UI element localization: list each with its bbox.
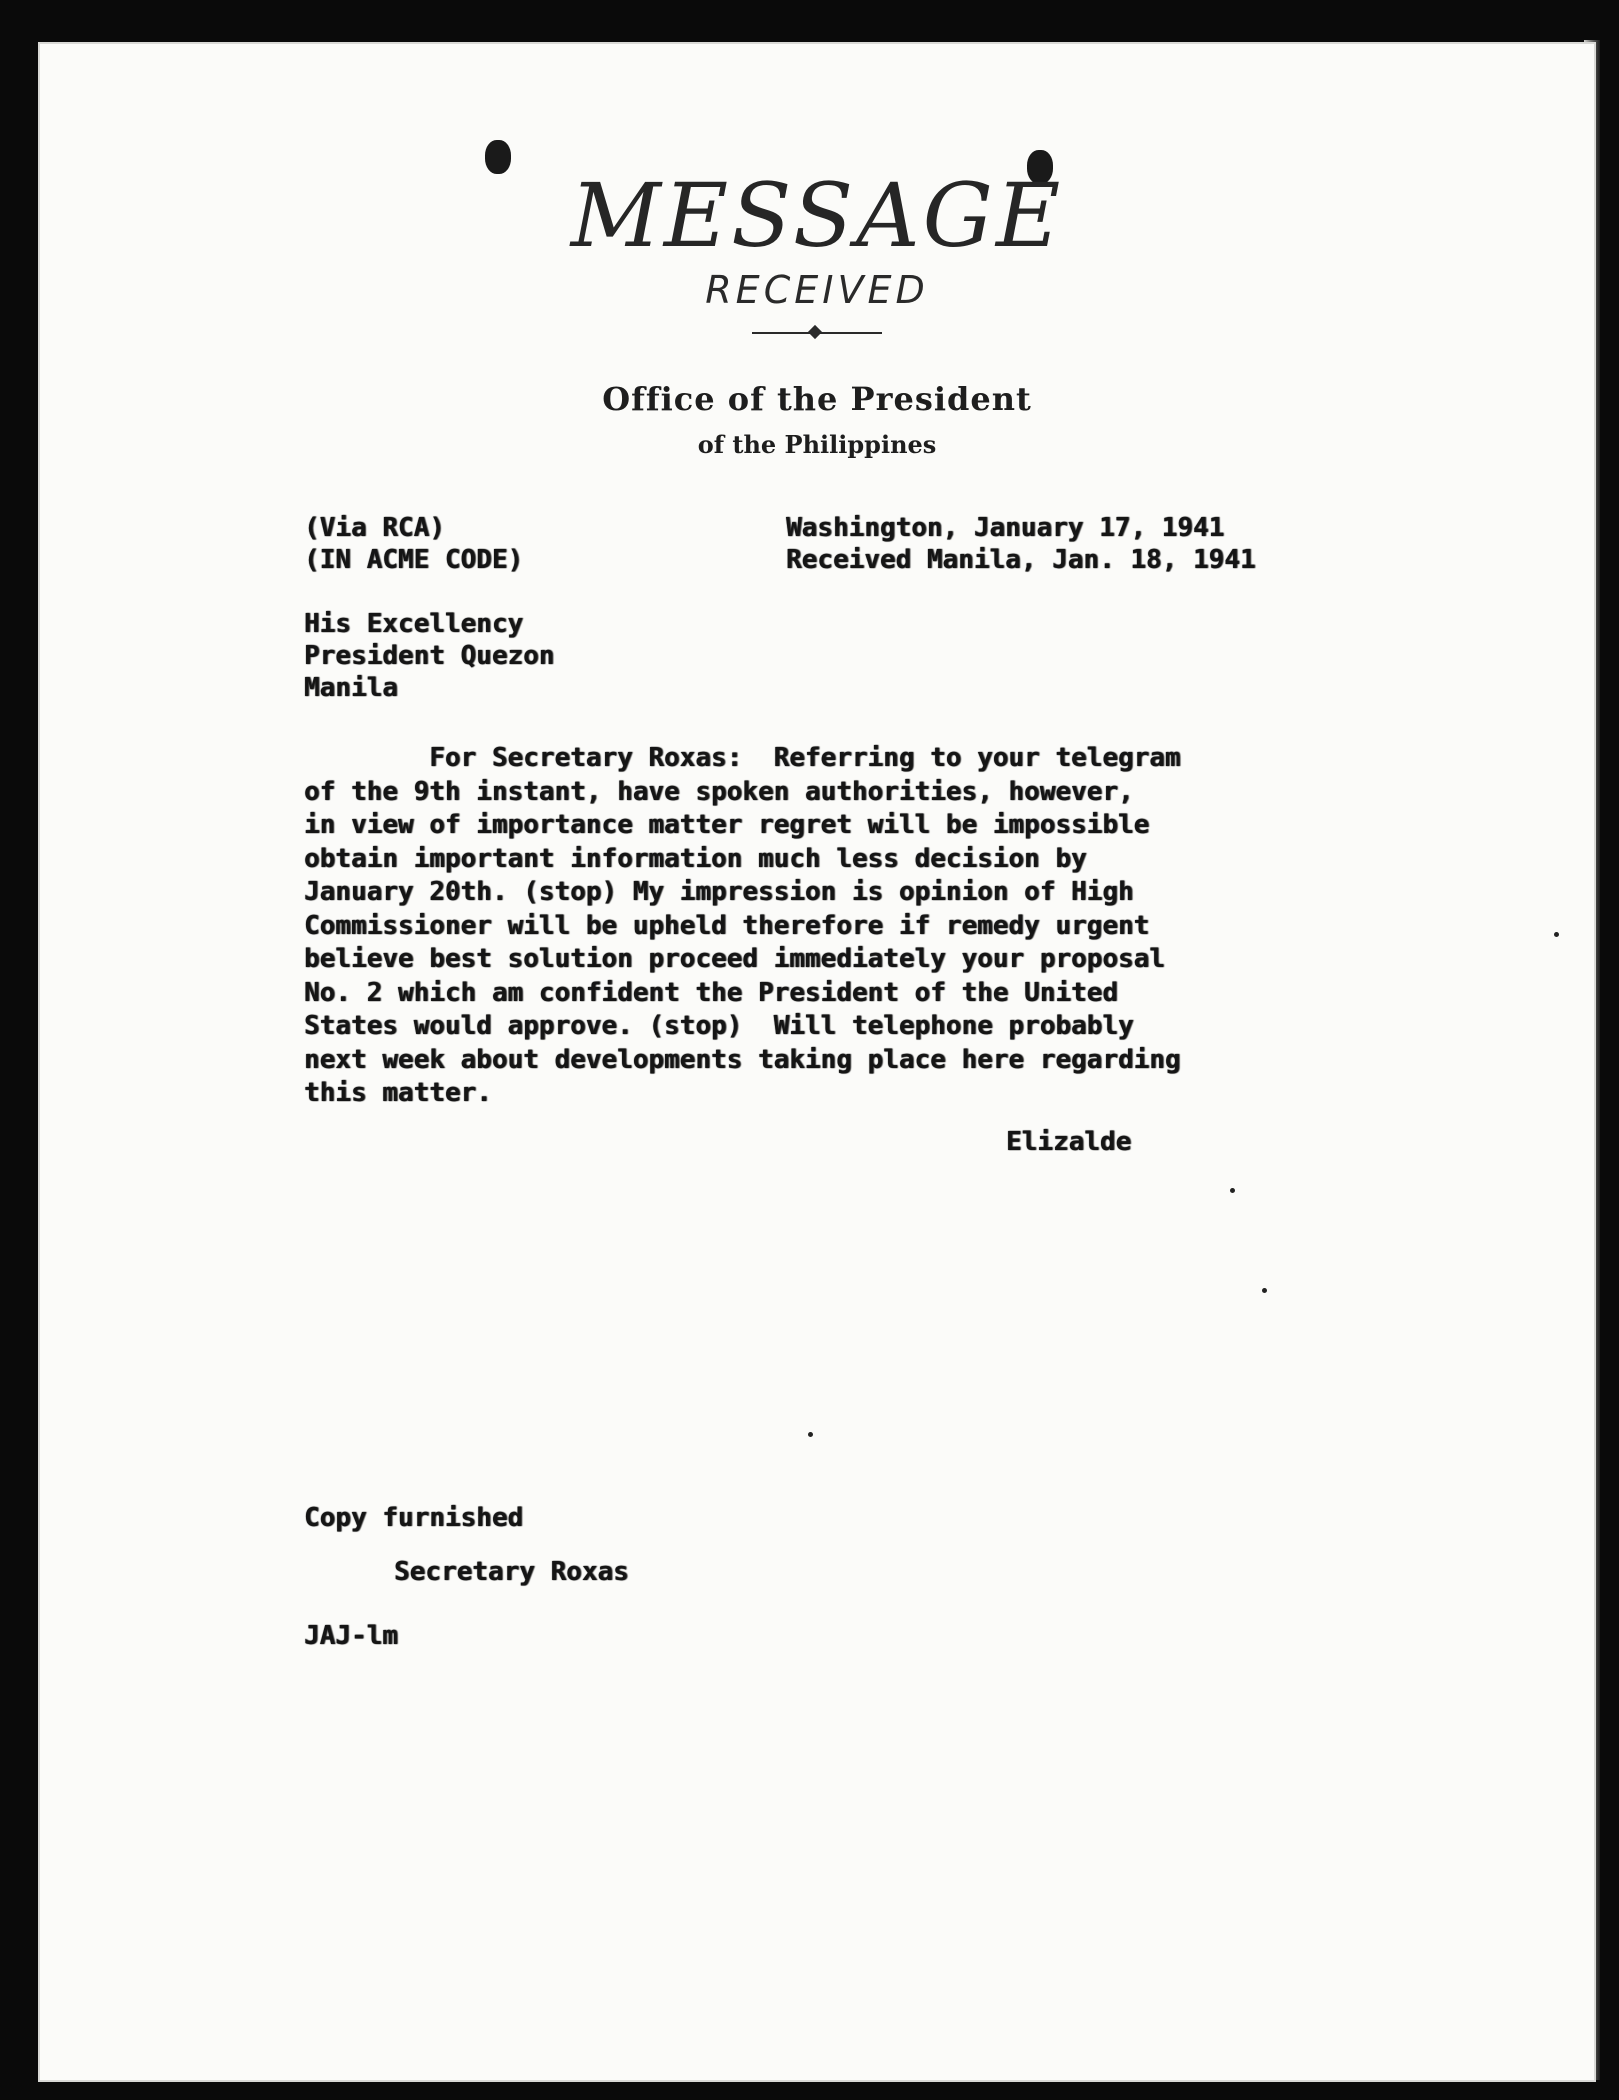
received-line: Received Manila, Jan. 18, 1941 [786, 545, 1256, 575]
body-line: January 20th. (stop) My impression is opinion of High [304, 877, 1134, 907]
body-line: No. 2 which am confident the President of the United [304, 977, 1118, 1008]
addressee-line: His Excellency [304, 609, 524, 639]
letterhead-subtitle: RECEIVED [705, 268, 929, 312]
addressee-line: Manila [304, 673, 398, 703]
body-line: of the 9th instant, have spoken authorities, however, [304, 776, 1134, 807]
via-line: (Via RCA) [304, 513, 445, 543]
routing-right [786, 512, 1256, 576]
routing-left [304, 512, 523, 576]
letterhead-title: MESSAGE [570, 164, 1064, 267]
copy-label: Copy furnished [304, 1503, 524, 1533]
reference-initials: JAJ-lm [304, 1621, 398, 1651]
body-line: obtain important information much less decision by [304, 843, 1087, 874]
office-country: of the Philippines [697, 430, 937, 459]
body-line: States would approve. (stop) Will telephone probably [304, 1011, 1134, 1041]
scan-speck [808, 1432, 813, 1437]
body-line: For Secretary Roxas: Referring to your telegram [304, 743, 1181, 773]
body-line: believe best solution proceed immediately your proposal [304, 944, 1165, 974]
scan-speck [1554, 932, 1559, 937]
body-line: this matter. [304, 1078, 492, 1108]
office-name: Office of the President [602, 380, 1032, 418]
signature: Elizalde [1006, 1127, 1132, 1157]
body-line: in view of importance matter regret will be impossible [304, 810, 1150, 840]
addressee-line: President Quezon [304, 641, 555, 671]
punch-hole-left [485, 140, 511, 174]
sent-line: Washington, January 17, 1941 [786, 513, 1225, 543]
letterhead [38, 164, 1596, 459]
scan-speck [1230, 1188, 1235, 1193]
addressee-block [304, 608, 554, 704]
ornament-divider [752, 326, 882, 340]
scan-speck [1262, 1288, 1267, 1293]
body-line: next week about developments taking place here regarding [304, 1044, 1181, 1075]
document-page [38, 42, 1596, 2082]
code-line: (IN ACME CODE) [304, 545, 524, 575]
message-body [304, 742, 1181, 1111]
copy-recipient: Secretary Roxas [394, 1557, 629, 1587]
body-line: Commissioner will be upheld therefore if remedy urgent [304, 910, 1150, 941]
